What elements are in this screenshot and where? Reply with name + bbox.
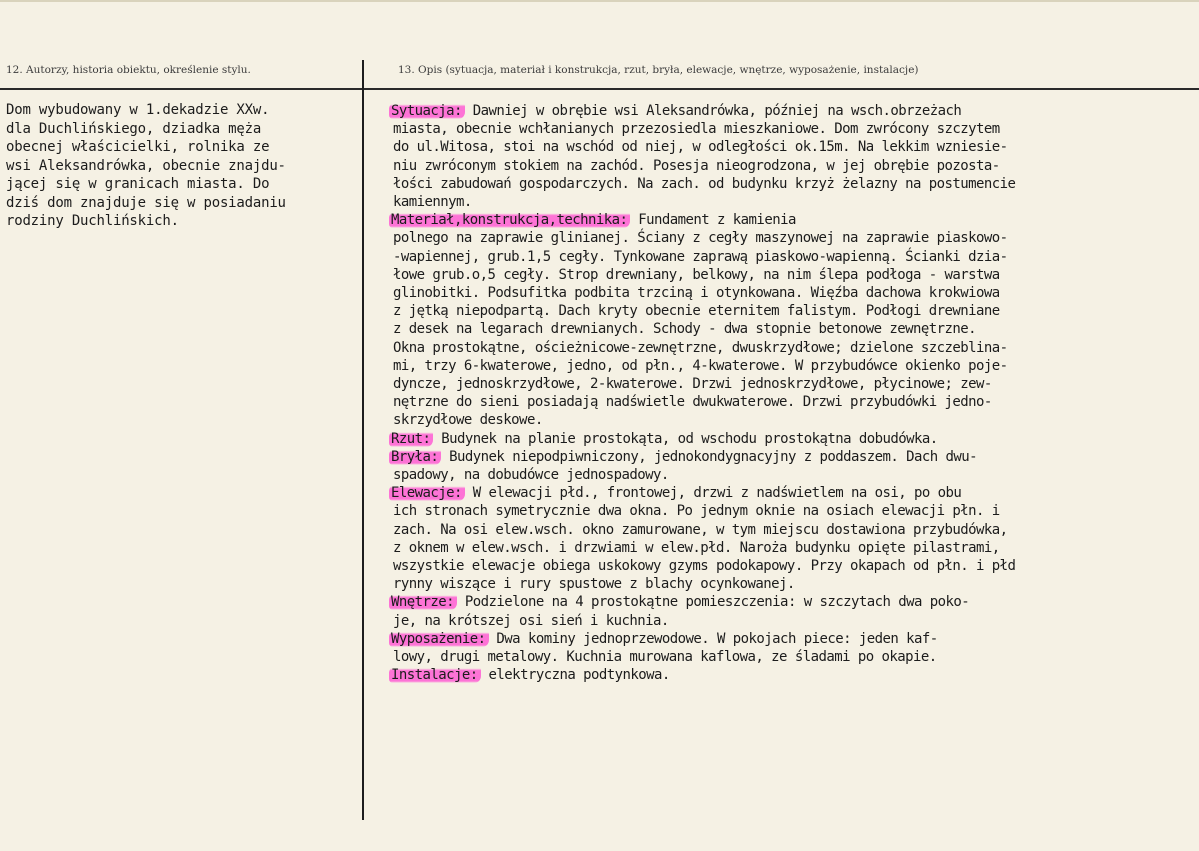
history-line: jącej się w granicach miasta. Do: [6, 176, 270, 192]
section-wyposazenie: [393, 630, 1193, 648]
desc-line: je, na krótszej osi sień i kuchnia.: [393, 612, 669, 629]
desc-text: Podzielone na 4 prostokątne pomieszczenia: w szczytach dwa poko-: [457, 594, 970, 611]
history-text: [6, 101, 358, 231]
history-line: dla Duchlińskiego, dziadka męża: [6, 120, 262, 137]
heading-bryla: Bryła:: [389, 449, 441, 465]
history-line: dziś dom znajduje się w posiadaniu: [6, 194, 286, 211]
desc-text: Budynek niepodpiwniczony, jednokondygnacyjny z poddaszem. Dach dwu-: [441, 448, 978, 465]
section-wnetrze: [393, 593, 1193, 611]
desc-line: polnego na zaprawie glinianej. Ściany z cegły maszynowej na zaprawie piaskowo-: [393, 230, 1008, 247]
heading-elewacje: Elewacje:: [389, 485, 465, 501]
section-sytuacja: [393, 102, 1193, 120]
heading-rzut: Rzut:: [389, 431, 433, 447]
desc-text: W elewacji płd., frontowej, drzwi z nadświetlem na osi, po obu: [464, 485, 962, 502]
desc-line: kamiennym.: [393, 194, 472, 211]
desc-line: ich stronach symetrycznie dwa okna. Po jednym oknie na osiach elewacji płn. i: [393, 503, 1000, 520]
history-line: rodziny Duchlińskich.: [6, 213, 179, 229]
desc-line: rynny wiszące i rury spustowe z blachy ocynkowanej.: [393, 576, 795, 593]
desc-line: lowy, drugi metalowy. Kuchnia murowana kaflowa, ze śladami po okapie.: [393, 649, 937, 666]
desc-text: Fundament z kamienia: [630, 212, 796, 229]
desc-text: Dwa kominy jednoprzewodowe. W pokojach piece: jeden kaf-: [488, 630, 938, 647]
desc-line: Okna prostokątne, ościeżnicowe-zewnętrzne, dwuskrzydłowe; dzielone szczeblina-: [393, 339, 1008, 356]
heading-instalacje: Instalacje:: [389, 667, 481, 683]
desc-line: mi, trzy 6-kwaterowe, jedno, od płn., 4-kwaterowe. W przybudówce okienko poje-: [393, 357, 1008, 374]
desc-text: elektryczna podtynkowa.: [480, 667, 670, 684]
desc-line: nętrzne do sieni posiadają nadświetle dwukwaterowe. Drzwi przybudówki jedno-: [393, 394, 992, 411]
column-divider: [362, 60, 364, 820]
section-13-header: 13. Opis (sytuacja, materiał i konstrukcja, rzut, bryła, elewacje, wnętrze, wyposażenie, instalacje): [398, 64, 919, 76]
history-line: wsi Aleksandrówka, obecnie znajdu-: [6, 157, 286, 174]
desc-line: -wapiennej, grub.1,5 cegły. Tynkowane zaprawą piaskowo-wapienną. Ścianki dzia-: [393, 248, 1008, 265]
desc-line: z jętką niepodpartą. Dach kryty obecnie eternitem falistym. Podłogi drewniane: [393, 303, 1000, 320]
header-rule: [0, 88, 1199, 90]
history-line: Dom wybudowany w 1.dekadzie XXw.: [6, 102, 270, 118]
section-material: [393, 211, 1193, 229]
desc-line: łości zabudowań gospodarczych. Na zach. od budynku krzyż żelazny na postumencie: [393, 175, 1016, 192]
heading-wnetrze: Wnętrze:: [389, 594, 457, 610]
heading-sytuacja: Sytuacja:: [389, 103, 465, 119]
desc-line: spadowy, na dobudówce jednospadowy.: [393, 467, 669, 484]
desc-text: Budynek na planie prostokąta, od wschodu prostokątna dobudówka.: [433, 430, 938, 447]
desc-line: glinobitki. Podsufitka podbita trzciną i otynkowana. Więźba dachowa krokwiowa: [393, 285, 1000, 302]
history-line: obecnej właścicielki, rolnika ze: [6, 139, 270, 155]
desc-text: Dawniej w obrębie wsi Aleksandrówka, później na wsch.obrzeżach: [464, 103, 962, 119]
desc-line: do ul.Witosa, stoi na wschód od niej, w odległości ok.15m. Na lekkim wzniesie-: [393, 139, 1008, 156]
desc-line: wszystkie elewacje obiega uskokowy gzyms podokapowy. Przy okapach od płn. i płd: [393, 558, 1016, 575]
section-elewacje: [393, 484, 1193, 502]
description-text: [393, 102, 1193, 685]
desc-line: z oknem w elew.wsch. i drzwiami w elew.płd. Naroża budynku opięte pilastrami,: [393, 539, 1000, 556]
desc-line: z desek na legarach drewnianych. Schody - dwa stopnie betonowe zewnętrzne.: [393, 321, 977, 338]
desc-line: niu zwróconym stokiem na zachód. Posesja nieogrodzona, w jej obrębie pozosta-: [393, 157, 1000, 174]
desc-line: miasta, obecnie wchłanianych przezosiedla mieszkaniowe. Dom zwrócony szczytem: [393, 121, 1000, 138]
desc-line: skrzydłowe deskowe.: [393, 412, 543, 429]
heading-material: Materiał,konstrukcja,technika:: [389, 212, 630, 228]
section-instalacje: [393, 666, 1193, 684]
desc-line: dyncze, jednoskrzydłowe, 2-kwaterowe. Drzwi jednoskrzydłowe, płycinowe; zew-: [393, 376, 992, 393]
section-12-header: 12. Autorzy, historia obiektu, określenie stylu.: [6, 64, 251, 76]
section-bryla: [393, 448, 1193, 466]
desc-line: zach. Na osi elew.wsch. okno zamurowane, w tym miejscu dostawiona przybudówka,: [393, 521, 1008, 538]
desc-line: łowe grub.o,5 cegły. Strop drewniany, belkowy, na nim ślepa podłoga - warstwa: [393, 266, 1000, 283]
heading-wyposazenie: Wyposażenie:: [389, 631, 489, 647]
section-rzut: [393, 430, 1193, 448]
